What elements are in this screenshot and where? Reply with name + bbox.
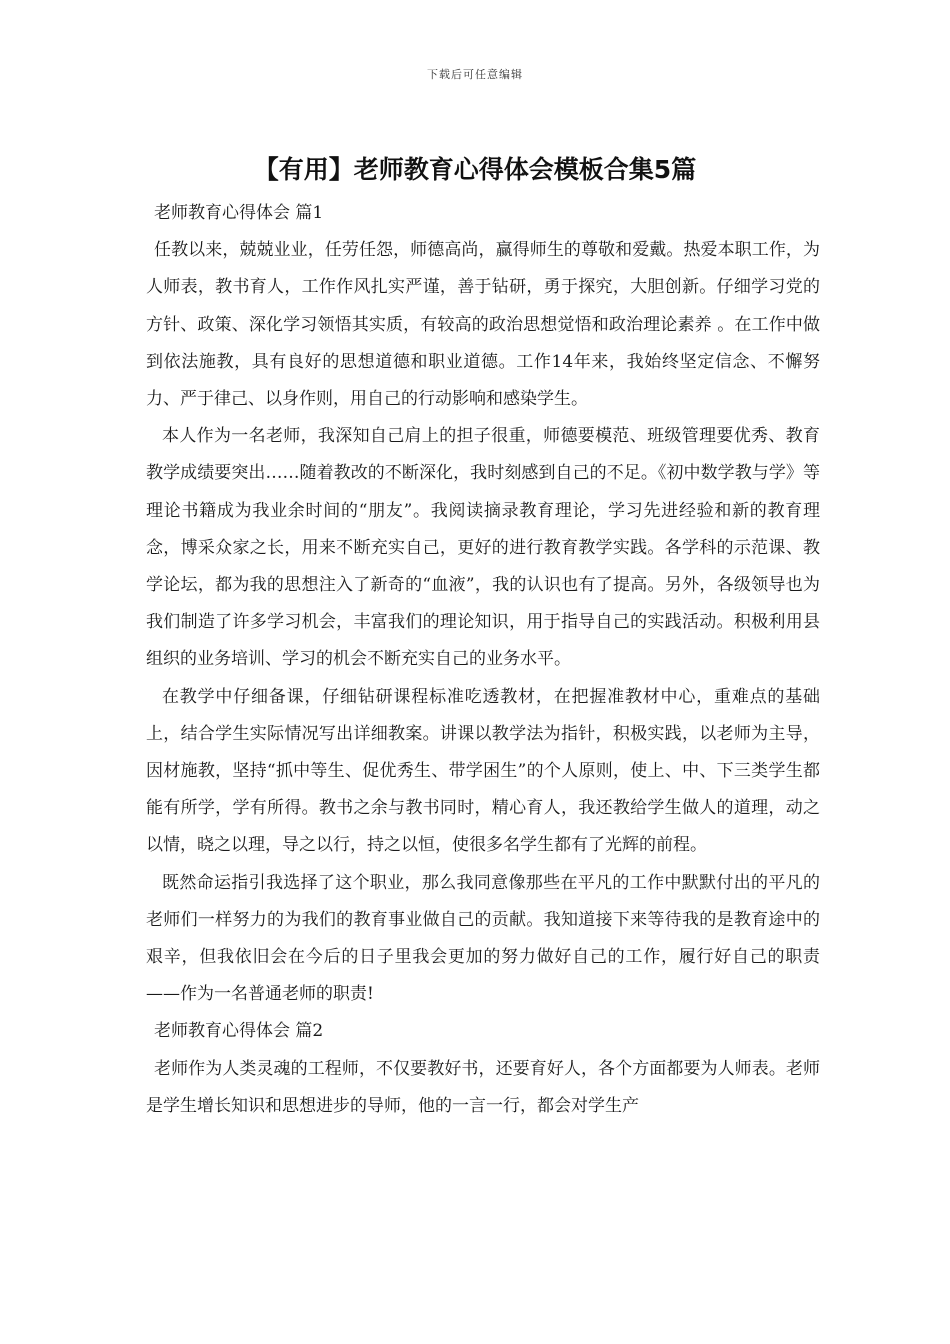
- section-heading: 老师教育心得体会 篇2: [154, 1021, 324, 1042]
- paragraph: 任教以来，兢兢业业，任劳任怨，师德高尚，赢得师生的尊敬和爱戴。热爱本职工作，为人师表，教书育人，工作作风扎实严谨，善于钻研，勇于探究，大胆创新。仔细学习党的方针、政策、深化学习领悟其实质，有较高的政治思想觉悟和政治理论素养 。在工作中做到依法施教，具有良好的思想道德和职业道德。工作14年来，我始终坚定信念、不懈努力、严于律己、以身作则，用自己的行动影响和感染学生。: [146, 240, 820, 410]
- paragraph: 在教学中仔细备课，仔细钻研课程标准吃透教材，在把握准教材中心，重难点的基础上，结合学生实际情况写出详细教案。讲课以教学法为指针，积极实践，以老师为主导，因材施教，坚持“抓中等生、促优秀生、带学困生”的个人原则，使上、中、下三类学生都能有所学，学有所得。教书之余与教书同时，精心育人，我还教给学生做人的道理，动之以情，晓之以理，导之以行，持之以恒，使很多名学生都有了光辉的前程。: [146, 686, 820, 856]
- section-1: [146, 195, 820, 1013]
- paragraph: 本人作为一名老师，我深知自己肩上的担子很重，师德要模范、班级管理要优秀、教育教学成绩要突出……随着教改的不断深化，我时刻感到自己的不足。《初中数学教与学》等理论书籍成为我业余时间的“朋友”。我阅读摘录教育理论，学习先进经验和新的教育理念，博采众家之长，用来不断充实自己，更好的进行教育教学实践。各学科的示范课、教学论坛，都为我的思想注入了新奇的“血液”，我的认识也有了提高。另外，各级领导也为我们制造了许多学习机会，丰富我们的理论知识，用于指导自己的实践活动。积极利用县组织的业务培训、学习的机会不断充实自己的业务水平。: [146, 426, 820, 670]
- document-body: [146, 195, 820, 1125]
- section-heading: 老师教育心得体会 篇1: [154, 203, 324, 223]
- paragraph: 老师作为人类灵魂的工程师，不仅要教好书，还要育好人，各个方面都要为人师表。老师是学生增长知识和思想进步的导师，他的一言一行，都会对学生产: [146, 1058, 820, 1116]
- header-note: 下载后可任意编辑: [427, 68, 523, 81]
- paragraph: 既然命运指引我选择了这个职业，那么我同意像那些在平凡的工作中默默付出的平凡的老师们一样努力的为我们的教育事业做自己的贡献。我知道接下来等待我的是教育途中的艰辛，但我依旧会在今后的日子里我会更加的努力做好自己的工作，履行好自己的职责——作为一名普通老师的职责!: [146, 872, 820, 1005]
- section-2: [146, 1013, 820, 1125]
- document-title: 【有用】老师教育心得体会模板合集5篇: [253, 155, 697, 184]
